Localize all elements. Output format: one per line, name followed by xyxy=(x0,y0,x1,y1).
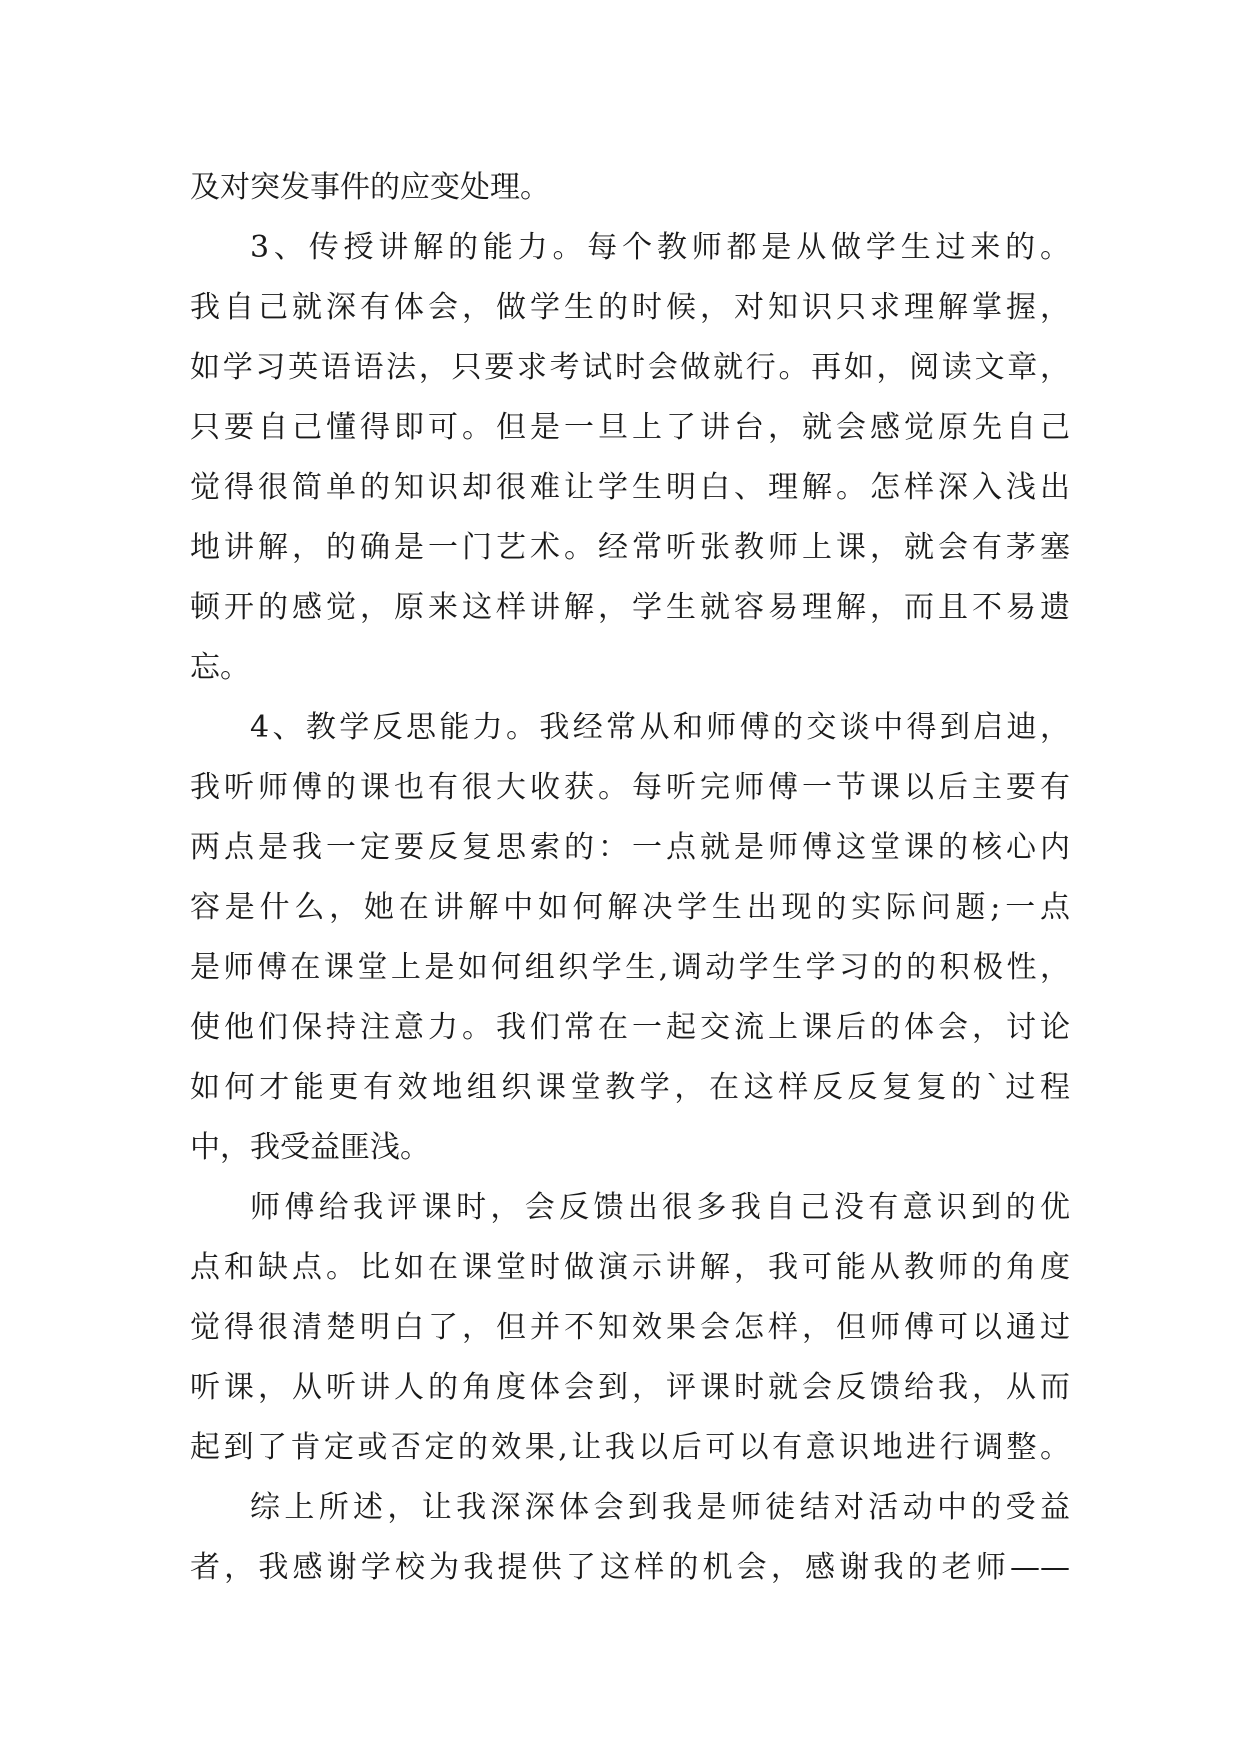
text-line: 地讲解，的确是一门艺术。经常听张教师上课，就会有茅塞 xyxy=(190,530,1070,565)
text-line: 顿开的感觉，原来这样讲解，学生就容易理解，而且不易遗 xyxy=(190,590,1070,625)
text-line: 只要自己懂得即可。但是一旦上了讲台，就会感觉原先自己 xyxy=(190,410,1070,445)
paragraph-first-line: 师傅给我评课时，会反馈出很多我自己没有意识到的优 xyxy=(250,1190,1070,1225)
paragraph-first-line: 4、教学反思能力。我经常从和师傅的交谈中得到启迪， xyxy=(250,710,1070,745)
text-line: 听课，从听讲人的角度体会到，评课时就会反馈给我，从而 xyxy=(190,1370,1070,1405)
text-line: 忘。 xyxy=(190,650,250,685)
text-line: 两点是我一定要反复思索的：一点就是师傅这堂课的核心内 xyxy=(190,830,1070,865)
text-line: 如学习英语语法，只要求考试时会做就行。再如，阅读文章， xyxy=(190,350,1070,385)
body-text xyxy=(190,158,1070,1598)
text-line: 我自己就深有体会，做学生的时候，对知识只求理解掌握， xyxy=(190,290,1070,325)
text-line: 中，我受益匪浅。 xyxy=(190,1130,430,1165)
text-line: 觉得很简单的知识却很难让学生明白、理解。怎样深入浅出 xyxy=(190,470,1070,505)
text-line: 起到了肯定或否定的效果,让我以后可以有意识地进行调整。 xyxy=(190,1430,1070,1465)
paragraph-first-line: 综上所述，让我深深体会到我是师徒结对活动中的受益 xyxy=(250,1490,1070,1525)
text-line: 者，我感谢学校为我提供了这样的机会，感谢我的老师—— xyxy=(190,1550,1070,1585)
text-line: 我听师傅的课也有很大收获。每听完师傅一节课以后主要有 xyxy=(190,770,1070,805)
text-line: 点和缺点。比如在课堂时做演示讲解，我可能从教师的角度 xyxy=(190,1250,1070,1285)
text-line: 使他们保持注意力。我们常在一起交流上课后的体会，讨论 xyxy=(190,1010,1070,1045)
paragraph-first-line: 3、传授讲解的能力。每个教师都是从做学生过来的。 xyxy=(250,230,1070,265)
text-line: 如何才能更有效地组织课堂教学，在这样反反复复的`过程 xyxy=(190,1070,1070,1105)
text-line: 及对突发事件的应变处理。 xyxy=(190,170,550,205)
text-line: 觉得很清楚明白了，但并不知效果会怎样，但师傅可以通过 xyxy=(190,1310,1070,1345)
text-line: 是师傅在课堂上是如何组织学生,调动学生学习的的积极性， xyxy=(190,950,1070,985)
text-line: 容是什么，她在讲解中如何解决学生出现的实际问题;一点 xyxy=(190,890,1070,925)
